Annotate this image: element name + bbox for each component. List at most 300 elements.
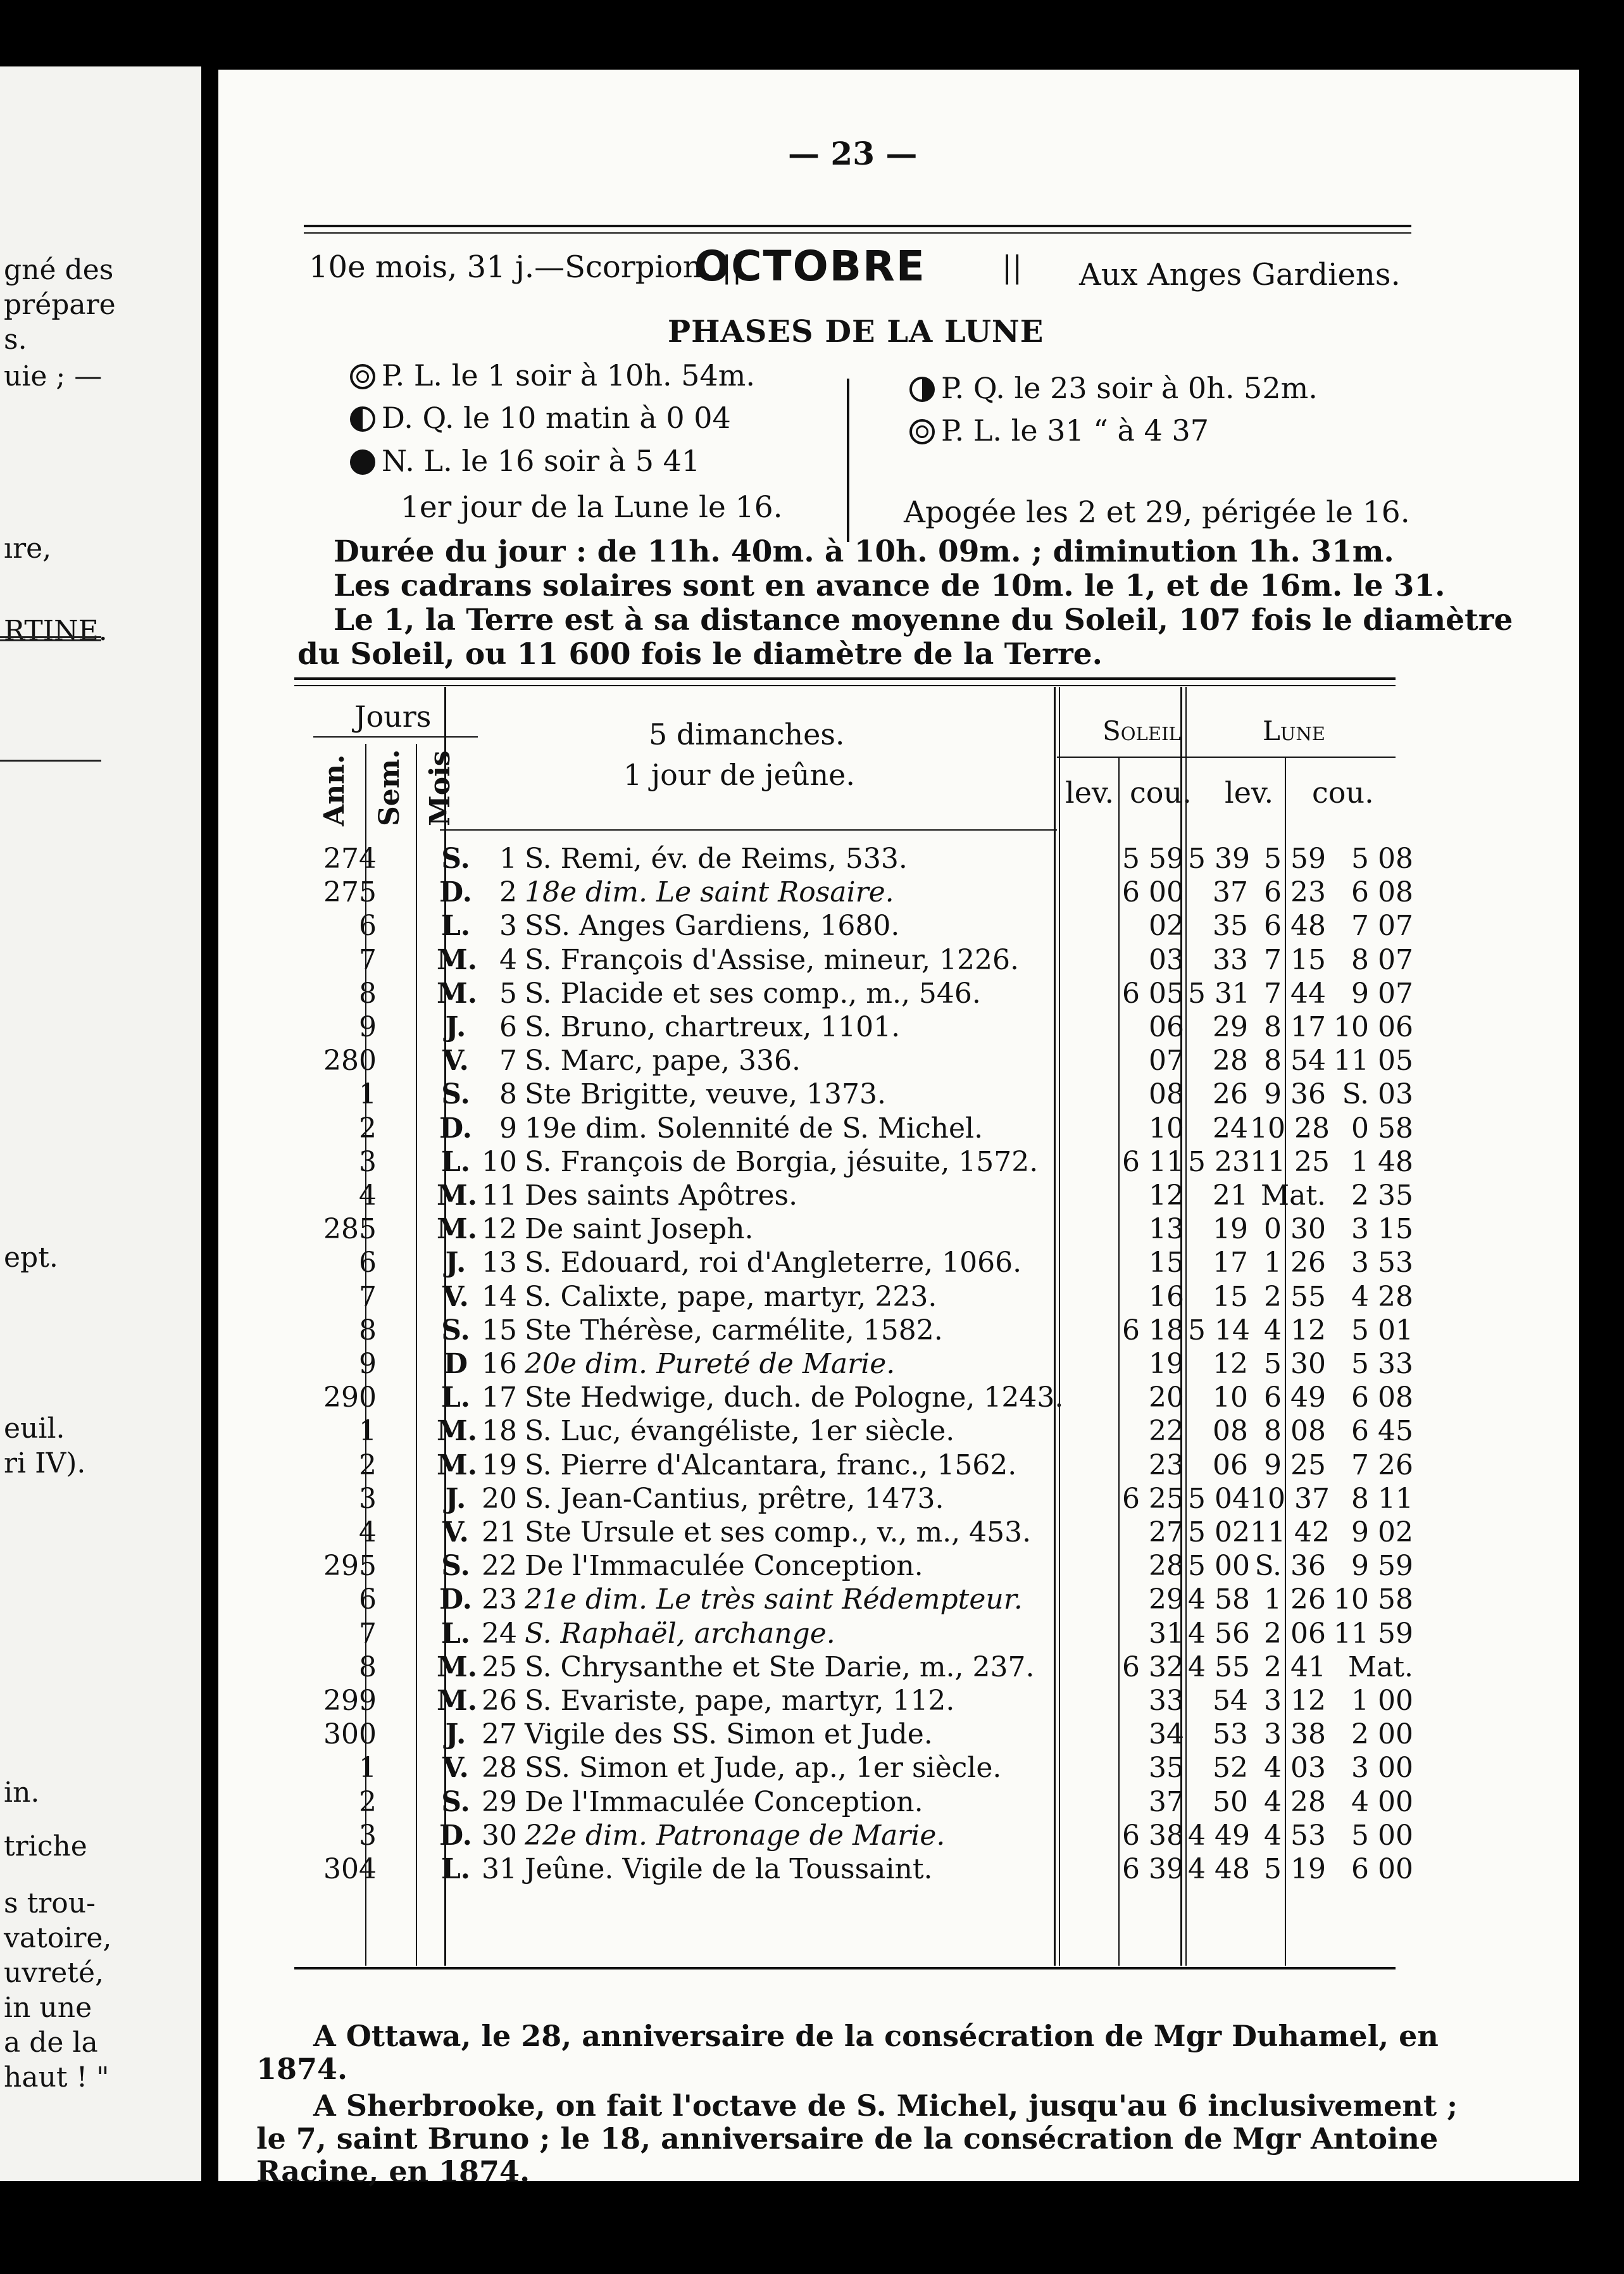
- cell-saint: Des saints Apôtres.: [525, 1179, 798, 1212]
- cell-saint: S. Calixte, pape, martyr, 223.: [525, 1280, 937, 1313]
- cell-scou: 17: [1213, 1247, 1248, 1279]
- cell-saint: De l'Immaculée Conception.: [525, 1785, 923, 1818]
- first-lunar-day: 1er jour de la Lune le 16.: [401, 490, 783, 525]
- header-mois: Mois: [424, 750, 456, 826]
- cell-saint: S. Evariste, pape, martyr, 112.: [525, 1685, 955, 1717]
- cell-scou: 54: [1213, 1685, 1248, 1717]
- cell-llev: Mat.: [1261, 1179, 1326, 1212]
- facing-page-text: vatoire,: [4, 1922, 112, 1954]
- facing-page-text: s.: [4, 324, 27, 356]
- cell-saint: S. Jean-Cantius, prêtre, 1473.: [525, 1482, 944, 1515]
- cell-sem: V.: [442, 1045, 469, 1077]
- cell-sem: M.: [437, 977, 478, 1010]
- cell-scou: 33: [1213, 943, 1248, 976]
- cell-lcou: 11 59: [1334, 1617, 1413, 1650]
- cell-saint: 20e dim. Pureté de Marie.: [525, 1348, 896, 1380]
- cell-saint: 21e dim. Le très saint Rédempteur.: [525, 1583, 1023, 1616]
- cell-ann: 8: [359, 977, 377, 1010]
- cell-scou: 4 49: [1188, 1819, 1250, 1852]
- cell-scou: 5 23: [1188, 1145, 1250, 1178]
- cell-ann: 4: [359, 1179, 377, 1212]
- cell-scou: 35: [1213, 910, 1248, 943]
- cell-llev: 2 41: [1264, 1650, 1326, 1683]
- cell-slev: 29: [1149, 1583, 1184, 1616]
- cell-llev: 6 23: [1264, 876, 1326, 909]
- cell-sem: L.: [440, 1381, 471, 1414]
- info-line-3: Le 1, la Terre est à sa distance moyenne du Soleil, 107 fois le diamètre: [334, 603, 1513, 638]
- cell-sem: M.: [437, 1650, 478, 1683]
- full-moon-icon: [909, 419, 935, 444]
- footnote-sherbrooke: A Sherbrooke, on fait l'octave de S. Michel, jusqu'au 6 inclusivement ; le 7, saint Bruno ; le 18, anniversaire de la consécration de Mgr Antoine Racine, en 1874.: [256, 2089, 1458, 2189]
- cell-slev: 19: [1149, 1348, 1184, 1380]
- cell-saint: 22e dim. Patronage de Marie.: [525, 1819, 946, 1852]
- cell-mois: 14: [482, 1280, 517, 1313]
- cell-slev: 22: [1149, 1415, 1184, 1448]
- cell-ann: 290: [323, 1381, 377, 1414]
- cell-scou: 5 00: [1188, 1550, 1250, 1583]
- phases-separator: [847, 379, 849, 542]
- cell-sem: L.: [440, 1145, 471, 1178]
- cell-saint: S. Chrysanthe et Ste Darie, m., 237.: [525, 1650, 1035, 1683]
- cell-scou: 08: [1213, 1415, 1248, 1448]
- cell-lcou: 5 00: [1351, 1819, 1413, 1852]
- cell-mois: 15: [482, 1314, 517, 1347]
- cell-lcou: 6 08: [1351, 876, 1413, 909]
- first-quarter-icon: [909, 377, 935, 402]
- cell-slev: 10: [1149, 1112, 1184, 1145]
- cell-lcou: S. 03: [1342, 1078, 1413, 1111]
- info-line-1: Durée du jour : de 11h. 40m. à 10h. 09m. ; diminution 1h. 31m.: [334, 534, 1394, 569]
- cell-slev: 6 05: [1122, 977, 1184, 1010]
- cell-mois: 13: [482, 1247, 517, 1279]
- cell-llev: 4 12: [1264, 1314, 1326, 1347]
- header-lune-cou: cou.: [1312, 776, 1374, 810]
- cell-slev: 6 00: [1122, 876, 1184, 909]
- cell-mois: 3: [499, 910, 517, 943]
- cell-llev: 5 59: [1264, 843, 1326, 875]
- cell-sem: M.: [437, 1415, 478, 1448]
- cell-scou: 4 55: [1188, 1650, 1250, 1683]
- cell-scou: 26: [1213, 1078, 1248, 1111]
- cell-llev: 9 25: [1264, 1448, 1326, 1481]
- cell-mois: 16: [482, 1348, 517, 1380]
- cell-ann: 4: [359, 1516, 377, 1548]
- cell-ann: 9: [359, 1011, 377, 1043]
- cell-llev: 3 12: [1264, 1685, 1326, 1717]
- cell-saint: S. Pierre d'Alcantara, franc., 1562.: [525, 1448, 1017, 1481]
- cell-sem: M.: [437, 1179, 478, 1212]
- cell-lcou: 3 53: [1351, 1247, 1413, 1279]
- facing-page-text: a de la: [4, 2026, 98, 2059]
- cell-slev: 16: [1149, 1280, 1184, 1313]
- facing-page-text: uie ; —: [4, 360, 103, 393]
- cell-mois: 28: [482, 1752, 517, 1785]
- cell-lcou: 4 00: [1351, 1785, 1413, 1818]
- cell-mois: 30: [482, 1819, 517, 1852]
- cell-scou: 5 31: [1188, 977, 1250, 1010]
- full-moon-icon: [350, 364, 375, 389]
- cell-slev: 27: [1149, 1516, 1184, 1548]
- header-dimanches: 5 dimanches.: [649, 717, 845, 751]
- phase-new: N. L. le 16 soir à 5 41: [350, 446, 700, 475]
- facing-page-rule: [0, 760, 101, 762]
- facing-page-text: uvreté,: [4, 1957, 104, 1989]
- cell-lcou: 5 01: [1351, 1314, 1413, 1347]
- cell-lcou: 9 07: [1351, 977, 1413, 1010]
- cell-scou: 4 58: [1188, 1583, 1250, 1616]
- facing-page-text: in.: [4, 1776, 40, 1809]
- header-jours: Jours: [354, 700, 432, 734]
- facing-page-text: in une: [4, 1992, 92, 2024]
- cell-scou: 5 39: [1188, 843, 1250, 875]
- cell-lcou: 0 58: [1351, 1112, 1413, 1145]
- cell-saint: S. Raphaël, archange.: [525, 1617, 835, 1650]
- cell-sem: V.: [442, 1280, 469, 1313]
- cell-llev: 8 54: [1264, 1045, 1326, 1077]
- cell-sem: M.: [437, 943, 478, 976]
- cell-llev: 6 49: [1264, 1381, 1326, 1414]
- cell-sem: M.: [437, 1213, 478, 1246]
- col-sep-sem: [416, 744, 417, 1966]
- cell-scou: 52: [1213, 1752, 1248, 1785]
- cell-slev: 06: [1149, 1011, 1184, 1043]
- cell-scou: 4 56: [1188, 1617, 1250, 1650]
- col-sep-astro-inner: [1185, 687, 1187, 1966]
- header-jeune: 1 jour de jeûne.: [623, 758, 855, 792]
- cell-llev: 5 30: [1264, 1348, 1326, 1380]
- facing-page-text: triche: [4, 1830, 87, 1863]
- cell-saint: S. François de Borgia, jésuite, 1572.: [525, 1145, 1039, 1178]
- jours-underline: [313, 736, 478, 738]
- cell-scou: 24: [1213, 1112, 1248, 1145]
- cell-mois: 6: [499, 1011, 517, 1043]
- cell-llev: 4 53: [1264, 1819, 1326, 1852]
- cell-mois: 27: [482, 1718, 517, 1751]
- cell-slev: 34: [1149, 1718, 1184, 1751]
- cell-mois: 22: [482, 1550, 517, 1583]
- cell-slev: 13: [1149, 1213, 1184, 1246]
- cell-saint: Ste Hedwige, duch. de Pologne, 1243.: [525, 1381, 1064, 1414]
- cell-ann: 299: [323, 1685, 377, 1717]
- cell-saint: S. Remi, év. de Reims, 533.: [525, 843, 908, 875]
- cell-ann: 285: [323, 1213, 377, 1246]
- cell-lcou: 10 58: [1334, 1583, 1413, 1616]
- cell-lcou: 7 07: [1351, 910, 1413, 943]
- cell-saint: Ste Ursule et ses comp., v., m., 453.: [525, 1516, 1032, 1548]
- cell-scou: 10: [1213, 1381, 1248, 1414]
- header-soleil-cou: cou.: [1130, 776, 1192, 810]
- cell-mois: 18: [482, 1415, 517, 1448]
- cell-llev: 10 37: [1250, 1482, 1330, 1515]
- cell-ann: 3: [359, 1819, 377, 1852]
- cell-lcou: 3 15: [1351, 1213, 1413, 1246]
- cell-llev: 3 38: [1264, 1718, 1326, 1751]
- cell-ann: 8: [359, 1314, 377, 1347]
- facing-page-text: haut ! ": [4, 2061, 109, 2094]
- cell-sem: L.: [440, 1617, 471, 1650]
- cell-slev: 20: [1149, 1381, 1184, 1414]
- cell-ann: 304: [323, 1853, 377, 1885]
- phase-last-quarter: D. Q. le 10 matin à 0 04: [350, 403, 731, 432]
- cell-mois: 5: [499, 977, 517, 1010]
- cell-llev: 7 15: [1264, 943, 1326, 976]
- cell-sem: S.: [441, 843, 470, 875]
- cell-scou: 15: [1213, 1280, 1248, 1313]
- cell-saint: S. Bruno, chartreux, 1101.: [525, 1011, 901, 1043]
- header-bottom-rule: [440, 829, 1057, 831]
- month-dedication: Aux Anges Gardiens.: [1079, 257, 1401, 292]
- cell-llev: 5 19: [1264, 1853, 1326, 1885]
- facing-page-text: RTINE.: [4, 615, 108, 647]
- header-soleil-lev: lev.: [1065, 776, 1115, 810]
- cell-mois: 19: [482, 1448, 517, 1481]
- calendar-table: [294, 687, 1413, 2004]
- cell-slev: 12: [1149, 1179, 1184, 1212]
- cell-ann: 274: [323, 843, 377, 875]
- month-title: OCTOBRE: [694, 242, 926, 291]
- cell-slev: 6 38: [1122, 1819, 1184, 1852]
- facing-page-text: prépare: [4, 289, 116, 321]
- cell-scou: 21: [1213, 1179, 1248, 1212]
- cell-ann: 295: [323, 1550, 377, 1583]
- new-moon-icon: [350, 449, 375, 475]
- month-title-bar: ||: [1002, 249, 1023, 285]
- cell-scou: 12: [1213, 1348, 1248, 1380]
- cell-lcou: 1 48: [1351, 1145, 1413, 1178]
- cell-lcou: 5 08: [1351, 843, 1413, 875]
- cell-sem: M.: [437, 1448, 478, 1481]
- cell-scou: 29: [1213, 1011, 1248, 1043]
- cell-sem: D.: [439, 1583, 472, 1616]
- cell-lcou: 8 07: [1351, 943, 1413, 976]
- cell-sem: M.: [437, 1685, 478, 1717]
- cell-mois: 7: [499, 1045, 517, 1077]
- cell-sem: S.: [441, 1785, 470, 1818]
- cell-ann: 1: [359, 1752, 377, 1785]
- info-line-4: du Soleil, ou 11 600 fois le diamètre de la Terre.: [297, 637, 1102, 672]
- phase-full-1: P. L. le 1 soir à 10h. 54m.: [350, 361, 755, 390]
- cell-scou: 37: [1213, 876, 1248, 909]
- cell-saint: Ste Thérèse, carmélite, 1582.: [525, 1314, 943, 1347]
- phase-first-quarter: P. Q. le 23 soir à 0h. 52m.: [909, 374, 1318, 403]
- cell-scou: 28: [1213, 1045, 1248, 1077]
- cell-llev: 4 03: [1264, 1752, 1326, 1785]
- phase-full-31: P. L. le 31 “ à 4 37: [909, 416, 1209, 445]
- facing-page-rule: [0, 636, 101, 638]
- top-double-rule-inner: [304, 232, 1411, 234]
- cell-lcou: 3 00: [1351, 1752, 1413, 1785]
- cell-slev: 33: [1149, 1685, 1184, 1717]
- cell-slev: 02: [1149, 910, 1184, 943]
- header-sem: Sem.: [373, 749, 406, 826]
- cell-slev: 03: [1149, 943, 1184, 976]
- cell-saint: Jeûne. Vigile de la Toussaint.: [525, 1853, 933, 1885]
- cell-scou: 5 14: [1188, 1314, 1250, 1347]
- cell-sem: L.: [440, 910, 471, 943]
- cell-saint: Vigile des SS. Simon et Jude.: [525, 1718, 933, 1751]
- cell-mois: 9: [499, 1112, 517, 1145]
- cell-mois: 20: [482, 1482, 517, 1515]
- cell-slev: 08: [1149, 1078, 1184, 1111]
- cell-llev: 8 17: [1264, 1011, 1326, 1043]
- cell-lcou: Mat.: [1348, 1650, 1413, 1683]
- cell-llev: 0 30: [1264, 1213, 1326, 1246]
- cell-lcou: 10 06: [1334, 1011, 1413, 1043]
- cell-lcou: 1 00: [1351, 1685, 1413, 1717]
- cell-slev: 5 59: [1122, 843, 1184, 875]
- cell-llev: 1 26: [1264, 1583, 1326, 1616]
- facing-page-text: gné des: [4, 254, 114, 286]
- cell-saint: 18e dim. Le saint Rosaire.: [525, 876, 894, 909]
- cell-lcou: 6 08: [1351, 1381, 1413, 1414]
- cell-llev: 9 36: [1264, 1078, 1326, 1111]
- cell-sem: J.: [445, 1011, 466, 1043]
- cell-slev: 37: [1149, 1785, 1184, 1818]
- cell-mois: 1: [499, 843, 517, 875]
- cell-saint: 19e dim. Solennité de S. Michel.: [525, 1112, 984, 1145]
- month-info: 10e mois, 31 j.—Scorpion. ||: [309, 249, 742, 285]
- cell-slev: 6 39: [1122, 1853, 1184, 1885]
- cell-slev: 6 11: [1122, 1145, 1184, 1178]
- facing-page-text: euil.: [4, 1412, 65, 1445]
- table-bottom-rule: [294, 1967, 1396, 1969]
- cell-scou: 06: [1213, 1448, 1248, 1481]
- cell-lcou: 2 35: [1351, 1179, 1413, 1212]
- last-quarter-icon: [350, 406, 375, 432]
- facing-page-fragment: [0, 66, 201, 2181]
- cell-lcou: 5 33: [1351, 1348, 1413, 1380]
- cell-mois: 25: [482, 1650, 517, 1683]
- header-lune: Lune: [1263, 715, 1325, 746]
- cell-llev: 6 48: [1264, 910, 1326, 943]
- col-sep-saint: [1054, 687, 1056, 1966]
- cell-ann: 8: [359, 1650, 377, 1683]
- cell-lcou: 11 05: [1334, 1045, 1413, 1077]
- facing-page-text: ıre,: [4, 532, 52, 565]
- cell-lcou: 9 02: [1351, 1516, 1413, 1548]
- cell-ann: 2: [359, 1448, 377, 1481]
- cell-ann: 6: [359, 1247, 377, 1279]
- apogee-perigee: Apogée les 2 et 29, périgée le 16.: [904, 495, 1410, 530]
- cell-ann: 7: [359, 943, 377, 976]
- cell-sem: V.: [442, 1516, 469, 1548]
- page-number: — 23 —: [788, 135, 918, 172]
- cell-ann: 300: [323, 1718, 377, 1751]
- cell-scou: 19: [1213, 1213, 1248, 1246]
- cell-saint: SS. Anges Gardiens, 1680.: [525, 910, 900, 943]
- almanac-page: [218, 70, 1579, 2189]
- cell-ann: 7: [359, 1617, 377, 1650]
- cell-mois: 31: [482, 1853, 517, 1885]
- cell-ann: 2: [359, 1785, 377, 1818]
- cell-ann: 6: [359, 910, 377, 943]
- cell-llev: S. 36: [1254, 1550, 1326, 1583]
- cell-saint: Ste Brigitte, veuve, 1373.: [525, 1078, 886, 1111]
- cell-mois: 24: [482, 1617, 517, 1650]
- cell-mois: 26: [482, 1685, 517, 1717]
- cell-saint: S. Placide et ses comp., m., 546.: [525, 977, 981, 1010]
- cell-sem: V.: [442, 1752, 469, 1785]
- cell-slev: 35: [1149, 1752, 1184, 1785]
- cell-mois: 12: [482, 1213, 517, 1246]
- cell-sem: D.: [439, 1819, 472, 1852]
- astro-header-underline: [1057, 757, 1396, 758]
- cell-mois: 17: [482, 1381, 517, 1414]
- cell-scou: 50: [1213, 1785, 1248, 1818]
- cell-slev: 23: [1149, 1448, 1184, 1481]
- cell-ann: 7: [359, 1280, 377, 1313]
- cell-llev: 1 26: [1264, 1247, 1326, 1279]
- cell-scou: 53: [1213, 1718, 1248, 1751]
- cell-lcou: 6 00: [1351, 1853, 1413, 1885]
- cell-saint: S. François d'Assise, mineur, 1226.: [525, 943, 1019, 976]
- cell-llev: 8 08: [1264, 1415, 1326, 1448]
- cell-ann: 6: [359, 1583, 377, 1616]
- cell-saint: SS. Simon et Jude, ap., 1er siècle.: [525, 1752, 1002, 1785]
- cell-lcou: 8 11: [1351, 1482, 1413, 1515]
- cell-lcou: 6 45: [1351, 1415, 1413, 1448]
- cell-sem: J.: [445, 1247, 466, 1279]
- cell-sem: S.: [441, 1314, 470, 1347]
- cell-scou: 4 48: [1188, 1853, 1250, 1885]
- cell-ann: 275: [323, 876, 377, 909]
- header-soleil: Soleil: [1102, 715, 1181, 746]
- cell-saint: S. Marc, pape, 336.: [525, 1045, 801, 1077]
- cell-mois: 23: [482, 1583, 517, 1616]
- cell-lcou: 9 59: [1351, 1550, 1413, 1583]
- cell-mois: 2: [499, 876, 517, 909]
- cell-slev: 31: [1149, 1617, 1184, 1650]
- info-line-2: Les cadrans solaires sont en avance de 10m. le 1, et de 16m. le 31.: [334, 568, 1446, 603]
- cell-llev: 4 28: [1264, 1785, 1326, 1818]
- cell-slev: 6 32: [1122, 1650, 1184, 1683]
- cell-sem: J.: [445, 1718, 466, 1751]
- cell-saint: S. Edouard, roi d'Angleterre, 1066.: [525, 1247, 1022, 1279]
- cell-sem: S.: [441, 1550, 470, 1583]
- facing-page-text: ri IV).: [4, 1447, 86, 1479]
- cell-slev: 28: [1149, 1550, 1184, 1583]
- cell-ann: 1: [359, 1078, 377, 1111]
- facing-page-text: ept.: [4, 1241, 58, 1274]
- cell-ann: 280: [323, 1045, 377, 1077]
- cell-llev: 10 28: [1250, 1112, 1330, 1145]
- cell-mois: 29: [482, 1785, 517, 1818]
- top-double-rule: [304, 225, 1411, 227]
- facing-page-rule: [0, 639, 101, 641]
- cell-sem: J.: [445, 1482, 466, 1515]
- cell-sem: D: [443, 1348, 468, 1380]
- moon-phases-title: PHASES DE LA LUNE: [668, 314, 1044, 349]
- cell-mois: 10: [482, 1145, 517, 1178]
- cell-saint: De l'Immaculée Conception.: [525, 1550, 923, 1583]
- cell-ann: 2: [359, 1112, 377, 1145]
- cell-sem: D.: [439, 876, 472, 909]
- cell-lcou: 2 00: [1351, 1718, 1413, 1751]
- cell-lcou: 4 28: [1351, 1280, 1413, 1313]
- cell-sem: D.: [439, 1112, 472, 1145]
- cell-scou: 5 02: [1188, 1516, 1250, 1548]
- table-top-rule-inner: [294, 685, 1396, 686]
- cell-mois: 8: [499, 1078, 517, 1111]
- cell-ann: 3: [359, 1482, 377, 1515]
- cell-slev: 6 18: [1122, 1314, 1184, 1347]
- cell-llev: 11 25: [1250, 1145, 1330, 1178]
- cell-sem: L.: [440, 1853, 471, 1885]
- cell-mois: 21: [482, 1516, 517, 1548]
- cell-slev: 07: [1149, 1045, 1184, 1077]
- cell-llev: 2 06: [1264, 1617, 1326, 1650]
- cell-mois: 4: [499, 943, 517, 976]
